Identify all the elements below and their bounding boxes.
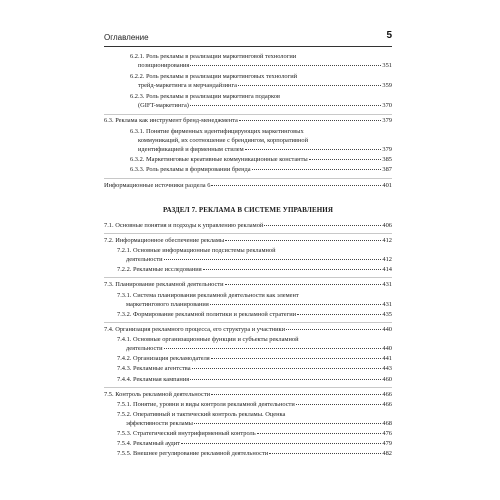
toc-entry-leader: 7.5.5. Внешнее регулирование рекламной деятельности 482 <box>117 450 392 457</box>
toc-page-ref: 466 <box>382 401 392 408</box>
toc-page-ref: 476 <box>382 430 392 437</box>
toc-page-ref: 385 <box>382 156 392 163</box>
running-header <box>104 32 392 47</box>
toc-page-ref: 379 <box>382 146 392 153</box>
toc-entry-leader: 7.3.2. Формирование рекламной политики и рекламной стратегии 435 <box>117 311 392 318</box>
toc-entry-leader: 7.3. Планирование рекламной деятельности 431 <box>104 281 392 288</box>
toc-entry-leader: 7.5.4. Рекламный аудит 479 <box>117 440 392 447</box>
header-title: Оглавление <box>104 33 149 42</box>
toc-page-ref: 479 <box>382 440 392 447</box>
toc-entry-leader: позиционирования 351 <box>138 62 392 69</box>
toc-page-ref: 351 <box>382 62 392 69</box>
toc-entry-line: 7.2.1. Основные информационные подсистемы рекламной <box>117 247 276 254</box>
toc-page-ref: 379 <box>382 117 392 124</box>
divider <box>104 387 392 388</box>
toc-entry-line: коммуникаций, их соотношение с брендингом, корпоративной <box>138 137 308 144</box>
toc-page-ref: 414 <box>382 266 392 273</box>
toc-entry-leader: 7.2. Информационное обеспечение рекламы 412 <box>104 237 392 244</box>
toc-entry-leader: маркетингового планирования 431 <box>126 301 392 308</box>
toc-entry-leader: Информационные источники раздела 6 401 <box>104 182 392 189</box>
toc-entry-line: 6.2.3. Роль рекламы в реализации маркетинга подарков <box>130 93 280 100</box>
toc-page-ref: 387 <box>382 166 392 173</box>
toc-page-ref: 443 <box>382 365 392 372</box>
toc-page-ref: 440 <box>382 345 392 352</box>
toc-page-ref: 412 <box>382 256 392 263</box>
section-title: РАЗДЕЛ 7. РЕКЛАМА В СИСТЕМЕ УПРАВЛЕНИЯ <box>163 206 333 214</box>
toc-entry-leader: 7.5.1. Понятие, уровни и виды контроля рекламной деятельности 466 <box>117 401 392 408</box>
toc-entry-leader: 7.5. Контроль рекламной деятельности 466 <box>104 391 392 398</box>
toc-entry-leader: 7.4.3. Рекламные агентства 443 <box>117 365 392 372</box>
toc-entry-leader: 7.4. Организация рекламного процесса, его структура и участники 440 <box>104 326 392 333</box>
toc-entry-leader: деятельности 440 <box>126 345 392 352</box>
toc-page-ref: 460 <box>382 376 392 383</box>
toc-page-ref: 440 <box>382 326 392 333</box>
toc-entry-line: 6.3.1. Понятие фирменных идентифицирующих маркетинговых <box>130 128 304 135</box>
toc-entry-line: 6.2.1. Роль рекламы в реализации маркетинговой технологии <box>130 53 297 60</box>
toc-page-ref: 370 <box>382 102 392 109</box>
toc-entry-leader: эффективности рекламы 468 <box>126 420 392 427</box>
toc-page-ref: 482 <box>382 450 392 457</box>
toc-entry-leader: 7.2.2. Рекламные исследования 414 <box>117 266 392 273</box>
divider <box>104 178 392 179</box>
toc-page-ref: 431 <box>382 301 392 308</box>
toc-entry-leader: (GIFT-маркетинга) 370 <box>138 102 392 109</box>
divider <box>104 277 392 278</box>
toc-page-ref: 435 <box>382 311 392 318</box>
toc-page-ref: 359 <box>382 82 392 89</box>
toc-entry-leader: 6.3.2. Маркетинговые креативные коммуникационные константы 385 <box>130 156 392 163</box>
toc-entry-leader: 7.5.3. Стратегический внутрифирменный контроль 476 <box>117 430 392 437</box>
toc-page-ref: 401 <box>382 182 392 189</box>
toc-page-ref: 431 <box>382 281 392 288</box>
toc-entry-leader: деятельности 412 <box>126 256 392 263</box>
toc-page-ref: 441 <box>382 355 392 362</box>
toc-entry-leader: идентификацией и фирменным стилем 379 <box>138 146 392 153</box>
divider <box>104 233 392 234</box>
toc-entry-line: 7.4.1. Основные организационные функции и субъекты рекламной <box>117 336 299 343</box>
page-number: 5 <box>386 30 392 41</box>
toc-entry-line: 7.5.2. Оперативный и тактический контроль рекламы. Оценка <box>117 411 286 418</box>
divider <box>104 114 392 115</box>
toc-entry-leader: трейд-маркетинга и мерчандайзинга 359 <box>138 82 392 89</box>
toc-page-ref: 468 <box>382 420 392 427</box>
toc-entry-leader: 6.3. Реклама как инструмент бренд-менеджмента 379 <box>104 117 392 124</box>
toc-entry-leader: 7.4.2. Организация рекламодателя 441 <box>117 355 392 362</box>
toc-entry-leader: 6.3.3. Роль рекламы в формировании бренда 387 <box>130 166 392 173</box>
divider <box>104 322 392 323</box>
toc-entry-leader: 7.4.4. Рекламная кампания 460 <box>117 376 392 383</box>
toc-entry-line: 6.2.2. Роль рекламы в реализации маркетинговых технологий <box>130 73 298 80</box>
toc-page-ref: 406 <box>382 222 392 229</box>
toc-entry-leader: 7.1. Основные понятия и подходы к управлению рекламой 406 <box>104 222 392 229</box>
toc-entry-line: 7.3.1. Система планирования рекламной деятельности как элемент <box>117 292 299 299</box>
toc-page-ref: 412 <box>382 237 392 244</box>
toc-page-ref: 466 <box>382 391 392 398</box>
